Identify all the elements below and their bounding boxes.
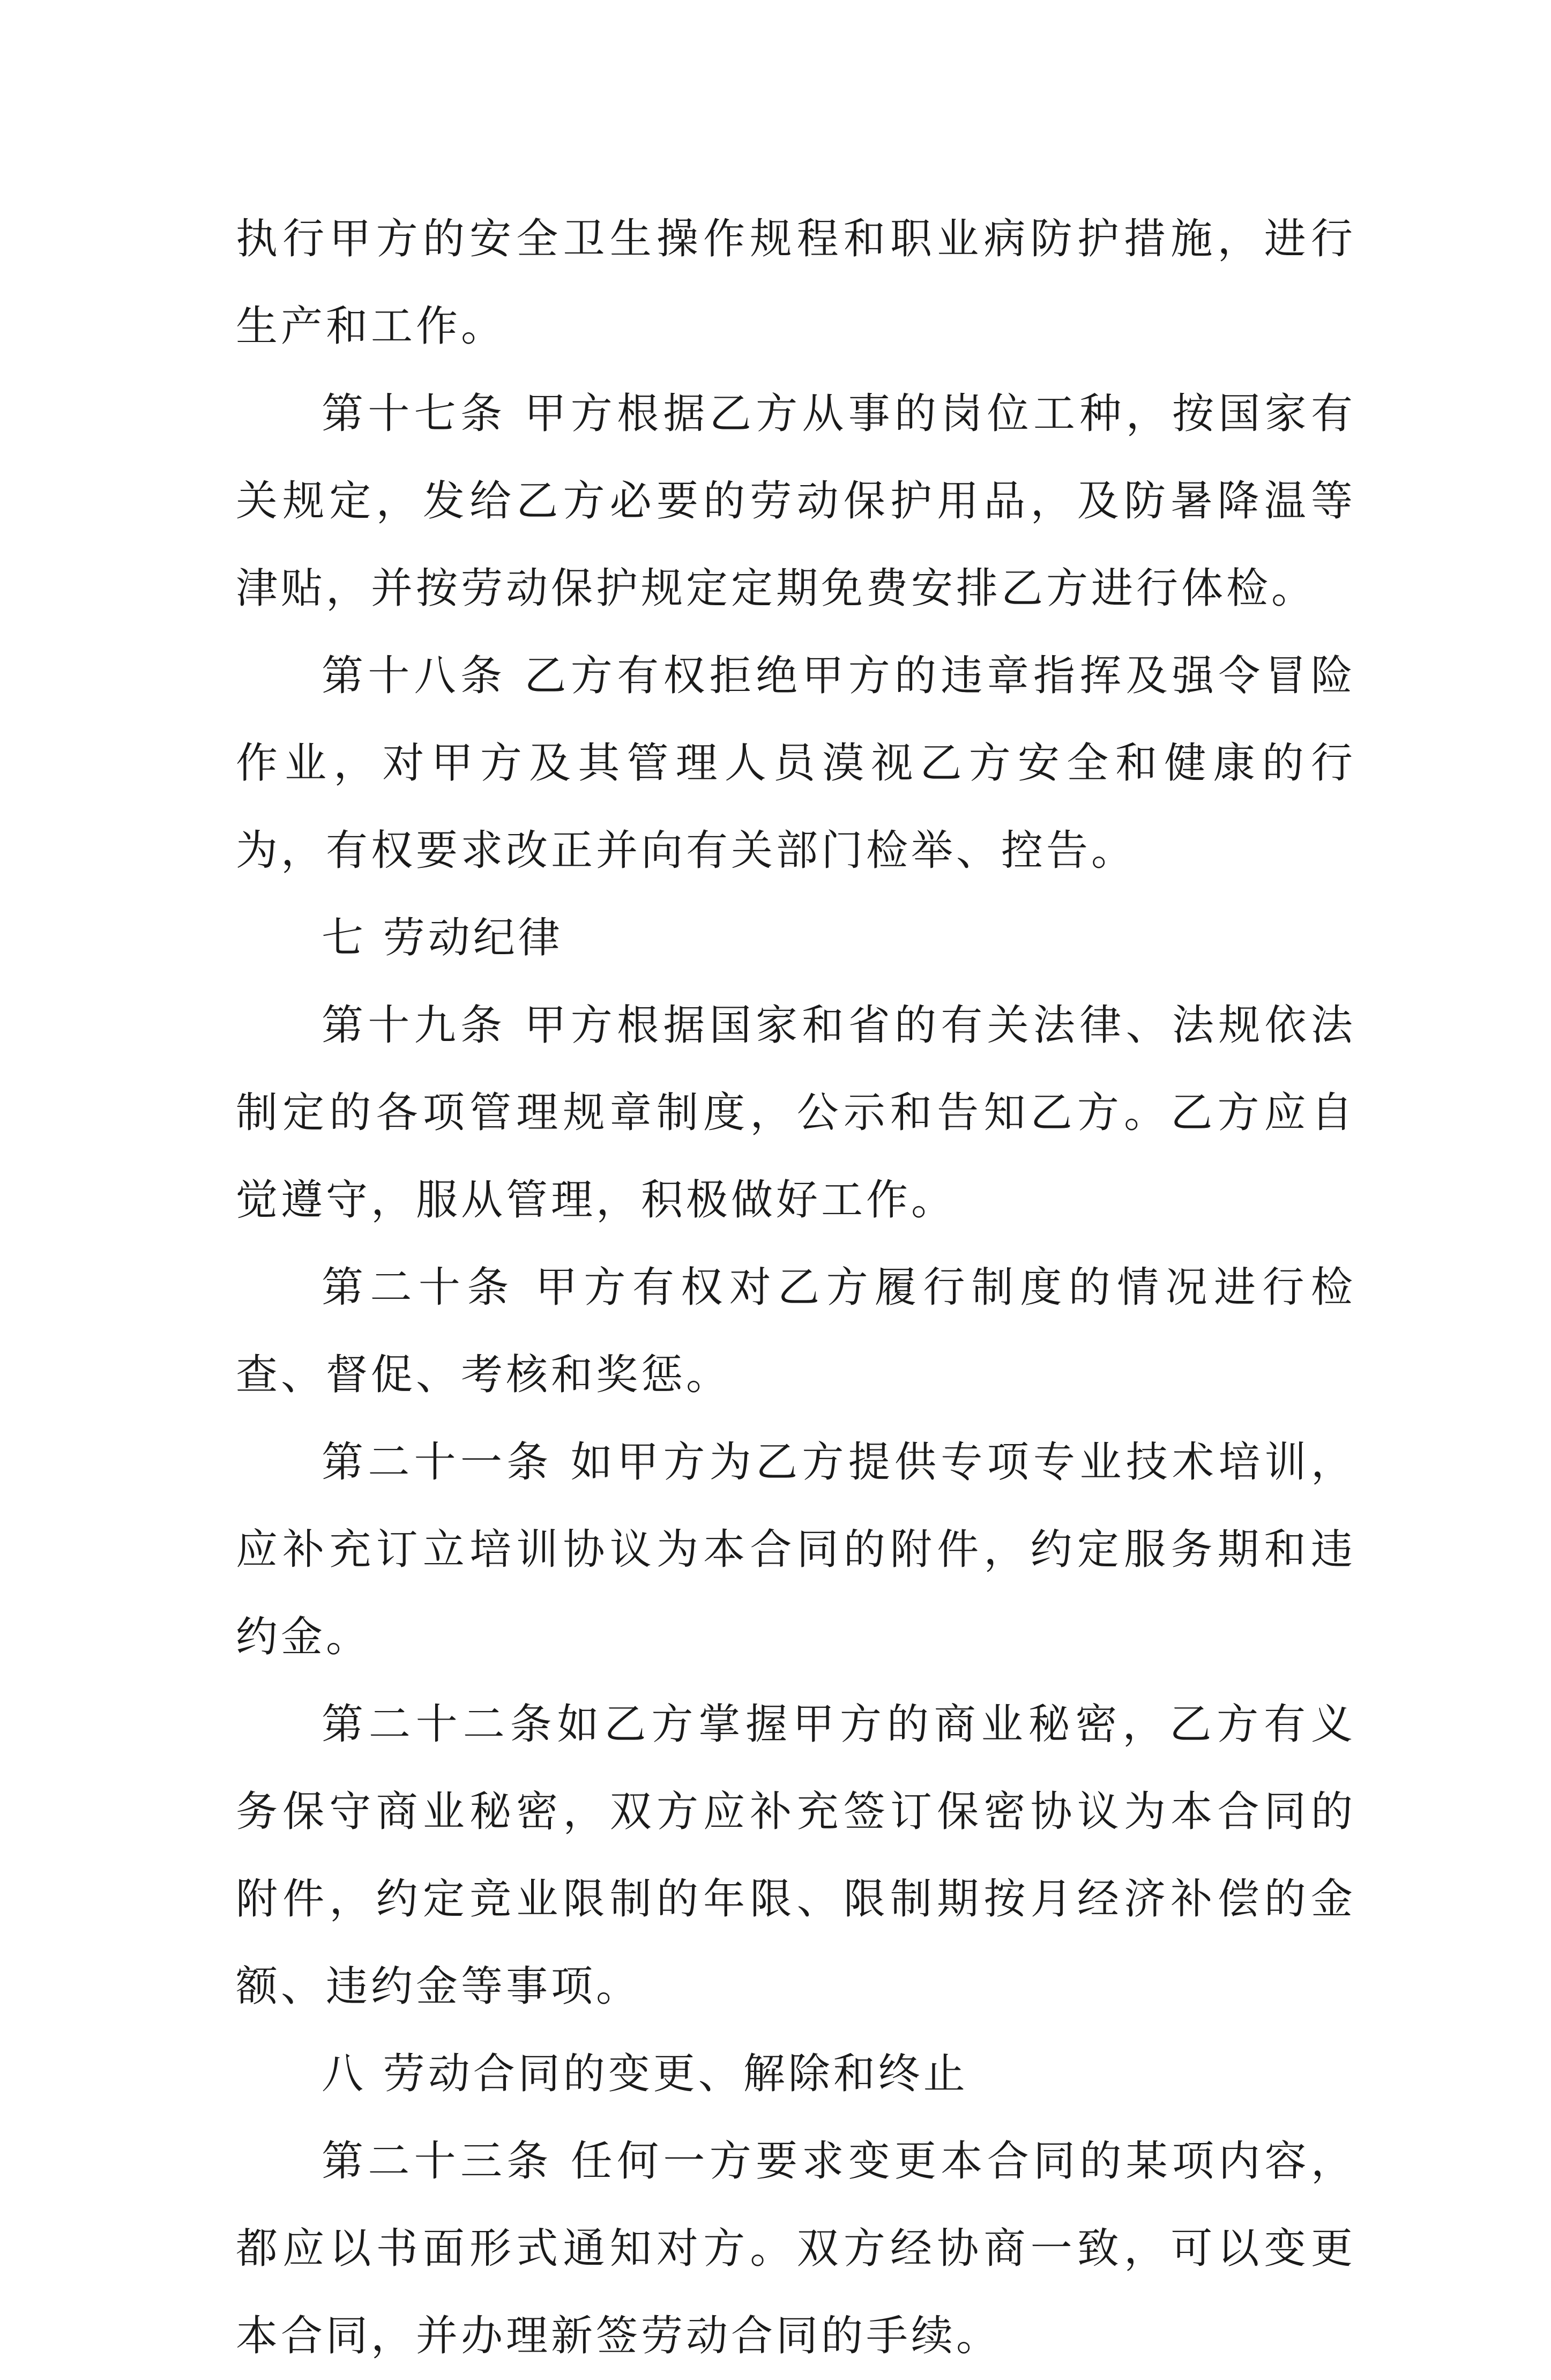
paragraph-continuation: 执行甲方的安全卫生操作规程和职业病防护措施，进行生产和工作。 (236, 215, 1356, 351)
section-heading-labor-discipline: 七 劳动纪律 (322, 914, 563, 962)
article-20: 第二十条 甲方有权对乙方履行制度的情况进行检查、督促、考核和奖惩。 (236, 1263, 1356, 1399)
article-22: 第二十二条如乙方掌握甲方的商业秘密，乙方有义务保守商业秘密，双方应补充签订保密协议为本合同的附件，约定竞业限制的年限、限制期按月经济补偿的金额、违约金等事项。 (236, 1700, 1356, 2011)
section-heading-contract-changes: 八 劳动合同的变更、解除和终止 (322, 2050, 968, 2098)
article-18: 第十八条 乙方有权拒绝甲方的违章指挥及强令冒险作业，对甲方及其管理人员漠视乙方安全和健康的行为，有权要求改正并向有关部门检举、控告。 (236, 652, 1356, 875)
article-17: 第十七条 甲方根据乙方从事的岗位工种，按国家有关规定，发给乙方必要的劳动保护用品，及防暑降温等津贴，并按劳动保护规定定期免费安排乙方进行体检。 (236, 390, 1356, 613)
article-19: 第十九条 甲方根据国家和省的有关法律、法规依法制定的各项管理规章制度，公示和告知乙方。乙方应自觉遵守，服从管理，积极做好工作。 (236, 1001, 1356, 1224)
article-23: 第二十三条 任何一方要求变更本合同的某项内容，都应以书面形式通知对方。双方经协商一致，可以变更本合同，并办理新签劳动合同的手续。 (236, 2137, 1356, 2360)
article-21: 第二十一条 如甲方为乙方提供专项专业技术培训，应补充订立培训协议为本合同的附件，约定服务期和违约金。 (236, 1438, 1356, 1661)
document-body (236, 196, 1356, 2380)
